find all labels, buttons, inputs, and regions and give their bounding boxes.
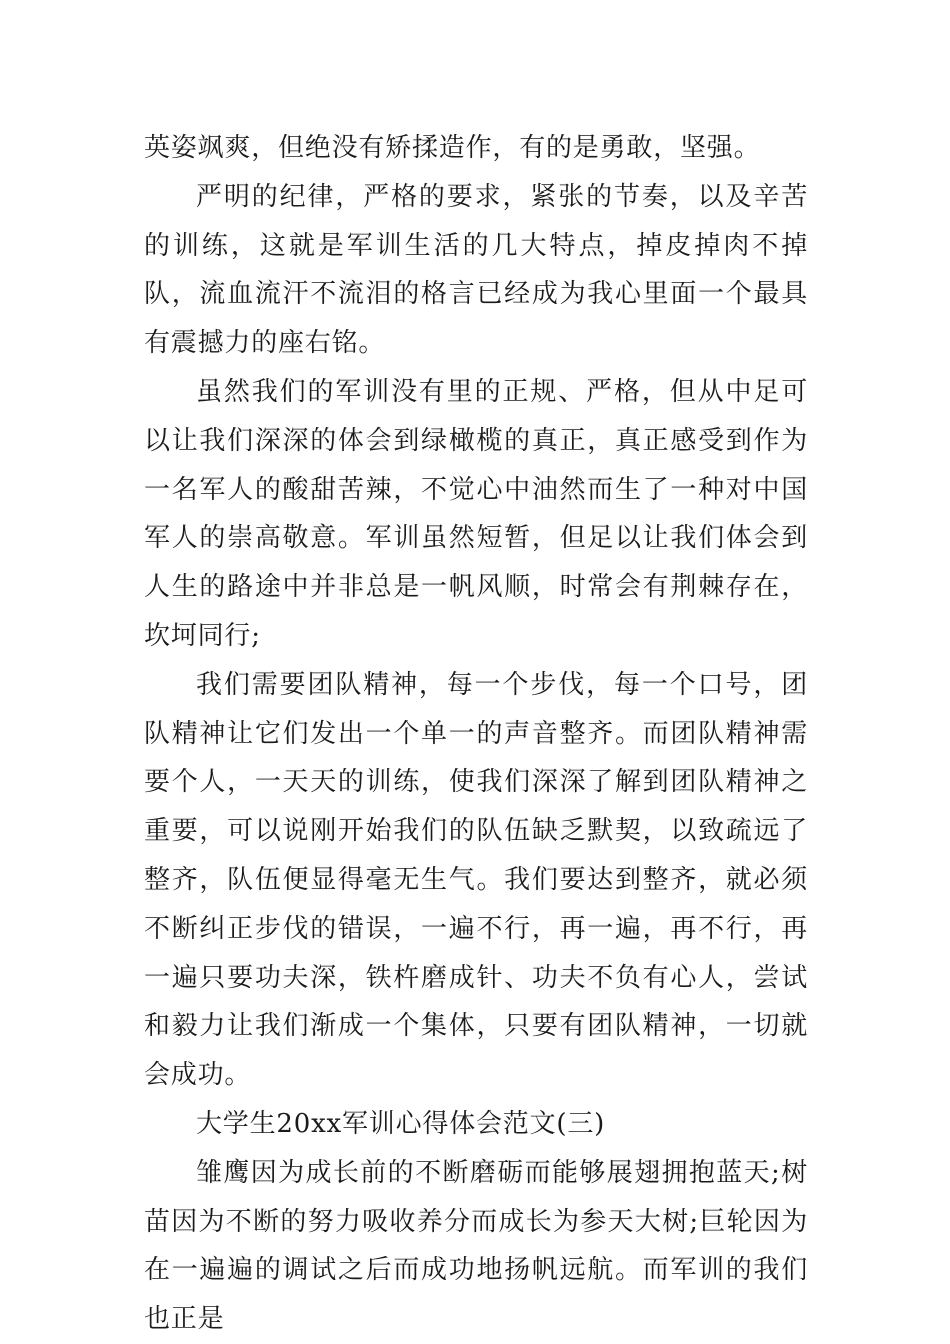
- section-heading: 大学生20xx军训心得体会范文(三): [196, 1108, 606, 1139]
- paragraph-team-spirit: 我们需要团队精神，每一个步伐，每一个口号，团队精神让它们发出一个单一的声音整齐。而团队精神需要个人，一天天的训练，使我们深深了解到团队精神之重要，可以说刚开始我们的队伍缺乏默契，以致疏远了整齐，队伍便显得毫无生气。我们要达到整齐，就必须不断纠正步伐的错误，一遍不行，再一遍，再不行，再一遍只要功夫深，铁杵磨成针、功夫不负有心人，尝试和毅力让我们渐成一个集体，只要有团队精神，一切就会成功。: [144, 669, 808, 1091]
- paragraph-military-respect: 虽然我们的军训没有里的正规、严格，但从中足可以让我们深深的体会到绿橄榄的真正，真正感受到作为一名军人的酸甜苦辣，不觉心中油然而生了一种对中国军人的崇高敬意。军训虽然短暂，但足以让我们体会到人生的路途中并非总是一帆风顺，时常会有荆棘存在，坎坷同行;: [144, 376, 808, 651]
- paragraph-discipline: 严明的纪律，严格的要求，紧张的节奏，以及辛苦的训练，这就是军训生活的几大特点，掉皮掉肉不掉队，流血流汗不流泪的格言已经成为我心里面一个最具有震撼力的座右铭。: [144, 181, 808, 359]
- paragraph-continuation: 英姿飒爽，但绝没有矫揉造作，有的是勇敢，坚强。: [144, 133, 761, 163]
- document-body: [144, 124, 808, 1344]
- paragraph-eagle: 雏鹰因为成长前的不断磨砺而能够展翅拥抱蓝天;树苗因为不断的努力吸收养分而成长为参天大树;巨轮因为在一遍遍的调试之后而成功地扬帆远航。而军训的我们也正是: [144, 1157, 808, 1335]
